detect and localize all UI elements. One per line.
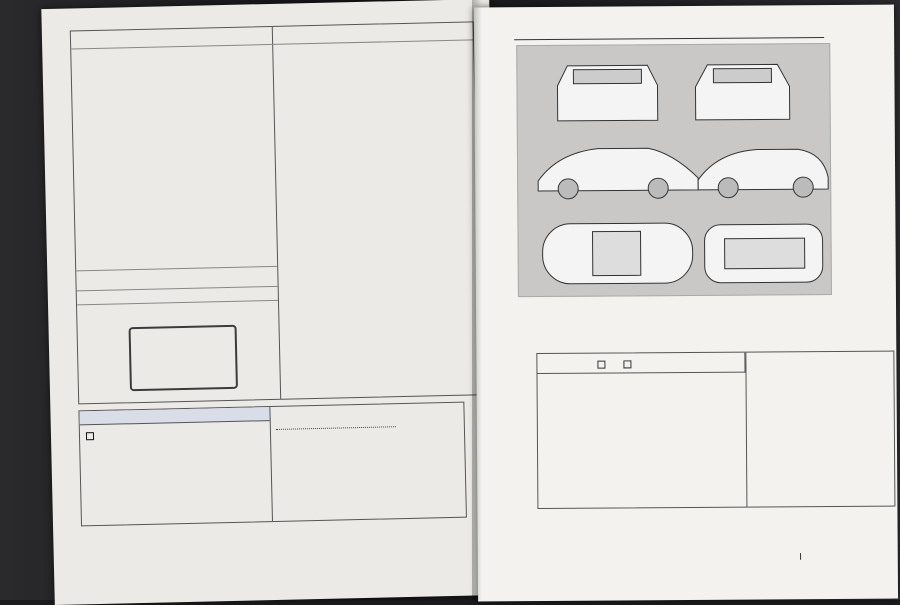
next-divider: [269, 407, 273, 521]
yes-checkbox[interactable]: [597, 361, 605, 369]
car-outlines-svg: [517, 44, 831, 296]
grid-divider: [272, 27, 281, 399]
interval-row: [86, 431, 96, 440]
replaced-column: [272, 22, 473, 27]
next-dotline: [276, 426, 396, 430]
figure-caption: [520, 299, 524, 306]
title-rule: [514, 37, 824, 40]
no-checkbox[interactable]: [623, 360, 631, 368]
left-page: [41, 0, 502, 605]
replaced-header: [272, 22, 473, 45]
table-divider: [745, 353, 747, 507]
date-row: [75, 225, 277, 272]
interval-checkbox[interactable]: [86, 432, 94, 440]
next-service-title: [79, 407, 269, 425]
workshop-stamp: [129, 325, 238, 391]
right-page: [474, 5, 898, 602]
performed-header: [71, 27, 272, 50]
defects-question-row: [537, 353, 745, 374]
book-gutter: [472, 0, 486, 600]
next-service-box: [78, 402, 467, 527]
right-footer: |: [796, 553, 806, 560]
car-diagram-figure: [516, 43, 832, 297]
performed-column: [71, 27, 272, 32]
symbol-legend: [520, 327, 840, 329]
defects-table: [536, 351, 895, 509]
